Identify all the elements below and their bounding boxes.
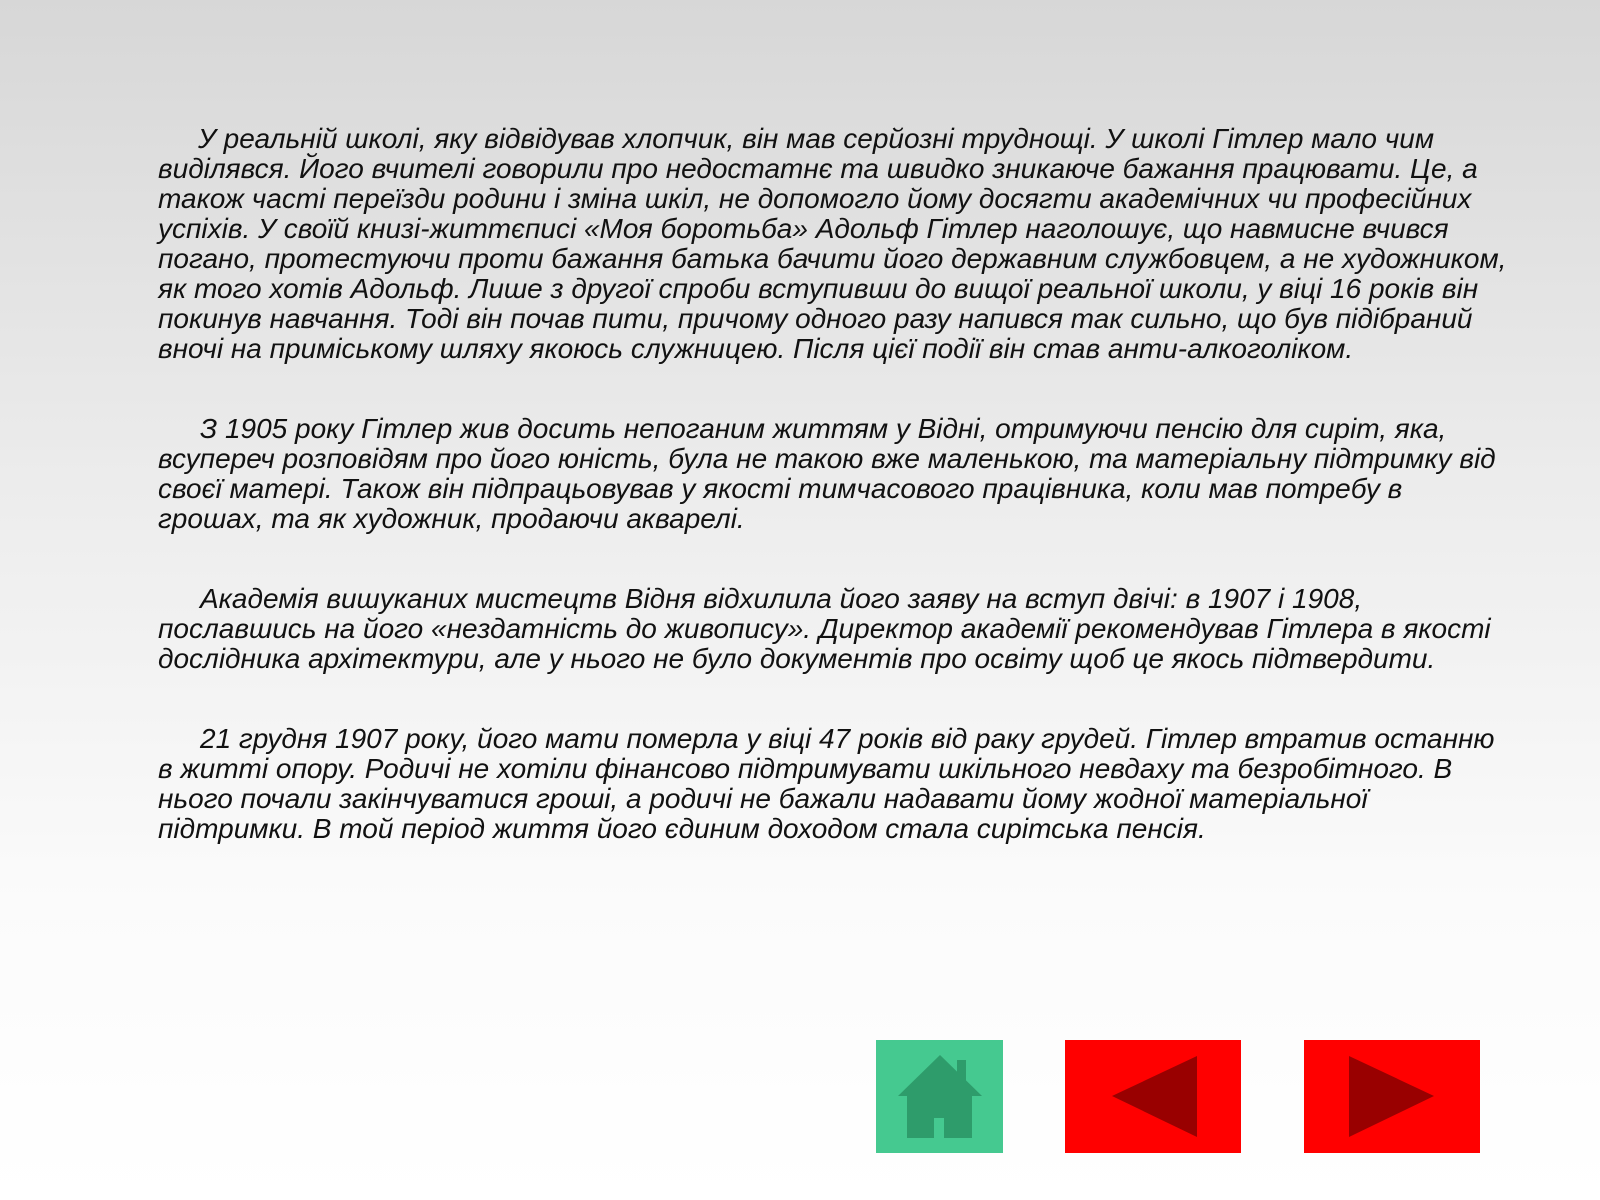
- home-button[interactable]: [876, 1040, 1003, 1153]
- previous-slide-button[interactable]: [1065, 1040, 1241, 1153]
- next-slide-button[interactable]: [1304, 1040, 1480, 1153]
- right-arrow-icon: [1304, 1040, 1480, 1153]
- slide-body-text: [158, 124, 1508, 894]
- paragraph-vienna-life: З 1905 року Гітлер жив досить непоганим життям у Відні, отримуючи пенсію для сиріт, яка, всупереч розповідям про його юність, була не такою вже маленькою, та матеріальну підтримку від своєї матері. Також він підпрацьовував у якості тимчасового працівника, коли мав потребу в грошах, та як художник, продаючи акварелі.: [158, 413, 1496, 534]
- house-icon: [876, 1040, 1003, 1153]
- paragraph-academy: Академія вишуканих мистецтв Відня відхилила його заяву на вступ двічі: в 1907 і 1908, пославшись на його «нездатність до живопису». Директор академії рекомендував Гітлера в якості дослідника архітектури, але у нього не було документів про освіту щоб це якось підтвердити.: [158, 583, 1491, 674]
- left-arrow-icon: [1065, 1040, 1241, 1153]
- paragraph-mother-death: 21 грудня 1907 року, його мати померла у віці 47 років від раку грудей. Гітлер втратив останню в житті опору. Родичі не хотіли фінансово підтримувати шкільного невдаху та безробітного. В нього почали закінчуватися гроші, а родичі не бажали надавати йому жодної матеріальної підтримки. В той період життя його єдиним доходом стала сирітська пенсія.: [158, 723, 1495, 844]
- paragraph-school: У реальній школі, яку відвідував хлопчик, він мав серйозні труднощі. У школі Гітлер мало чим виділявся. Його вчителі говорили про недостатнє та швидко зникаюче бажання працювати. Це, а також часті переїзди родини і зміна шкіл, не допомогло йому досягти академічних чи професійних успіхів. У своїй книзі-життєписі «Моя боротьба» Адольф Гітлер наголошує, що навмисне вчився погано, протестуючи проти бажання батька бачити його державним службовцем, а не художником, як того хотів Адольф. Лише з другої спроби вступивши до вищої реальної школи, у віці 16 років він покинув навчання. Тоді він почав пити, причому одного разу напився так сильно, що був підібраний вночі на приміському шляху якоюсь служницею. Після цієї події він став анти-алкоголіком.: [158, 123, 1507, 364]
